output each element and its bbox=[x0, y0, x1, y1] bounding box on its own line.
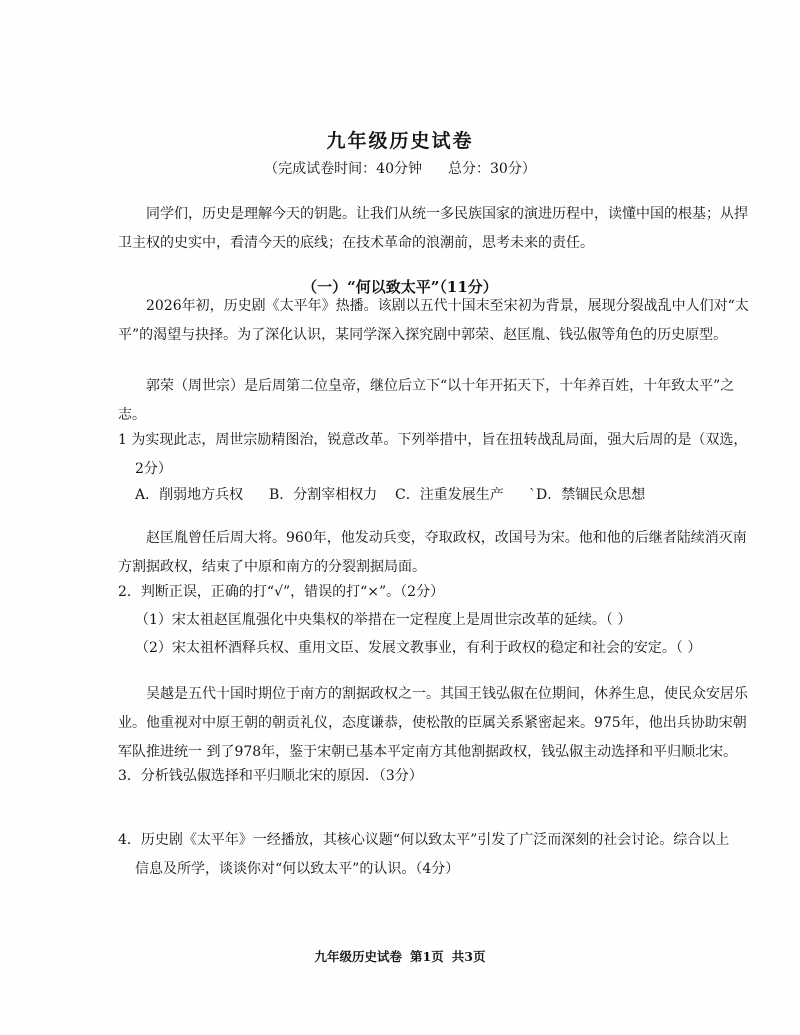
footer-exam-name: 九年级历史试卷 bbox=[314, 949, 403, 964]
intro-paragraph bbox=[118, 200, 748, 258]
option-d[interactable]: `D．禁锢民众思想 bbox=[529, 487, 646, 503]
option-a[interactable]: A．削弱地方兵权 bbox=[135, 487, 244, 503]
score-info: 总分：30分） bbox=[448, 161, 536, 177]
question-line: 信息及所学，谈谈你对“何以致太平”的认识。（4分） bbox=[135, 861, 460, 877]
material-line: 军队推进统一 到了978年，鉴于宋朝已基本平定南方其他割据政权，钱弘俶主动选择和平归顺北宋。 bbox=[118, 744, 738, 760]
footer-page-number: 第1页 bbox=[410, 949, 444, 964]
material-line: 郭荣（周世宗）是后周第二位皇帝，继位后立下“以十年开拓天下，十年养百姓，十年致太平”之 bbox=[146, 378, 735, 394]
question-3: 3．分析钱弘俶选择和平归顺北宋的原因．（3分） bbox=[118, 768, 423, 784]
question-1 bbox=[118, 426, 747, 484]
question-2-item-2: （2）宋太祖杯酒释兵权、重用文臣、发展文教事业，有利于政权的稳定和社会的安定。（ ） bbox=[135, 640, 702, 656]
intro-line: 同学们，历史是理解今天的钥匙。让我们从统一多民族国家的演进历程中，读懂中国的根基；从捍 bbox=[146, 206, 748, 222]
exam-subtitle bbox=[0, 158, 800, 178]
exam-title: 九年级历史试卷 bbox=[326, 130, 474, 152]
material-line: 赵匡胤曾任后周大将。960年，他发动兵变，夺取政权，改国号为宋。他和他的后继者陆续消灭南 bbox=[146, 530, 747, 546]
material-line: 业。他重视对中原王朝的朝贡礼仪，态度谦恭，使松散的臣属关系紧密起来。975年，他出兵协助宋朝 bbox=[118, 715, 747, 731]
material-line: 吴越是五代十国时期位于南方的割据政权之一。其国王钱弘俶在位期间，休养生息，使民众安居乐 bbox=[146, 686, 748, 702]
material-2 bbox=[118, 372, 735, 430]
time-info: （完成试卷时间：40分钟 bbox=[264, 161, 422, 177]
option-b[interactable]: B．分割宰相权力 bbox=[269, 487, 378, 503]
page-footer bbox=[0, 947, 800, 965]
intro-line: 卫主权的史实中，看清今天的底线；在技术革命的浪潮前，思考未来的责任。 bbox=[118, 235, 594, 251]
material-4 bbox=[118, 680, 748, 767]
material-line: 平”的渴望与抉择。为了深化认识，某同学深入探究剧中郭荣、赵匡胤、钱弘俶等角色的历史原型。 bbox=[118, 327, 728, 343]
question-line: 4．历史剧《太平年》一经播放，其核心议题“何以致太平”引发了广泛而深刻的社会讨论。综合以上 bbox=[118, 832, 730, 848]
material-line: 志。 bbox=[118, 407, 146, 423]
footer-total-pages: 共3页 bbox=[451, 949, 486, 964]
question-4 bbox=[118, 826, 729, 884]
material-3 bbox=[118, 524, 747, 582]
question-1-options bbox=[135, 484, 645, 504]
material-line: 方割据政权，结束了中原和南方的分裂割据局面。 bbox=[118, 559, 426, 575]
question-line: 2分） bbox=[135, 461, 172, 477]
material-1 bbox=[118, 292, 749, 350]
option-c[interactable]: C．注重发展生产 bbox=[395, 487, 504, 503]
question-2-stem: 2．判断正误，正确的打“√”，错误的打“×”。（2分） bbox=[118, 584, 445, 600]
material-line: 2026年初，历史剧《太平年》热播。该剧以五代十国末至宋初为背景，展现分裂战乱中人们对“太 bbox=[146, 298, 749, 314]
question-2-item-1: （1）宋太祖赵匡胤强化中央集权的举措在一定程度上是周世宗改革的延续。（ ） bbox=[135, 612, 632, 628]
section-title: （一）“何以致太平”（11分） bbox=[302, 278, 498, 296]
question-line: 1 为实现此志，周世宗励精图治，锐意改革。下列举措中，旨在扭转战乱局面，强大后周的是（双选， bbox=[118, 432, 748, 448]
